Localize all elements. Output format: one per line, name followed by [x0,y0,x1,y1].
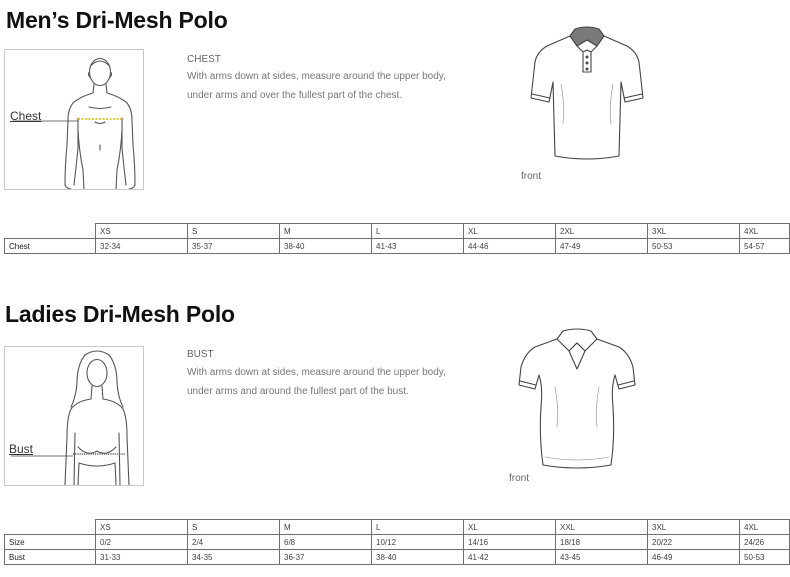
bust-instruction-line: With arms down at sides, measure around the upper body, [187,367,446,378]
table-cell: 6/8 [280,535,372,550]
chest-instruction-line: With arms down at sides, measure around the upper body, [187,71,446,82]
table-cell: 50-53 [648,239,740,254]
table-corner-cell [5,520,96,535]
table-cell: 10/12 [372,535,464,550]
size-header-cell: 3XL [648,520,740,535]
mens-polo-caption: front [521,171,542,182]
chest-figure-label: Chest [10,109,42,123]
table-row [5,550,790,565]
chest-instruction-line: under arms and over the fullest part of the chest. [187,90,403,101]
row-label-cell: Size [5,535,96,550]
table-header-row [5,520,790,535]
size-header-cell: 4XL [740,520,790,535]
ladies-polo-caption: front [509,473,530,484]
table-cell: 14/16 [464,535,556,550]
size-header-cell: XS [96,224,188,239]
row-label-cell: Bust [5,550,96,565]
size-header-cell: L [372,224,464,239]
bust-instruction-line: under arms and around the fullest part of the bust. [187,386,409,397]
bust-measure-heading: BUST [187,349,214,360]
table-cell: 34-35 [188,550,280,565]
table-cell: 35-37 [188,239,280,254]
table-cell: 24/26 [740,535,790,550]
bust-measure-instructions [187,363,477,401]
size-header-cell: L [372,520,464,535]
ladies-polo-shirt-icon [515,327,639,471]
size-header-cell: 4XL [740,224,790,239]
table-cell: 41-43 [372,239,464,254]
table-cell: 47-49 [556,239,648,254]
table-cell: 0/2 [96,535,188,550]
table-cell: 38-40 [280,239,372,254]
row-label-cell: Chest [5,239,96,254]
table-cell: 36-37 [280,550,372,565]
bust-figure-label: Bust [9,442,34,456]
ladies-section-title: Ladies Dri-Mesh Polo [5,301,235,327]
mens-polo-front-image [525,24,649,160]
female-silhouette-icon [5,347,143,485]
table-cell: 20/22 [648,535,740,550]
size-header-cell: XL [464,520,556,535]
ladies-size-table [4,519,790,565]
men-section-title: Men’s Dri-Mesh Polo [6,7,228,33]
table-cell: 43-45 [556,550,648,565]
table-cell: 2/4 [188,535,280,550]
size-header-cell: M [280,224,372,239]
ladies-polo-front-image [515,327,639,471]
size-header-cell: 2XL [556,224,648,239]
size-header-cell: XS [96,520,188,535]
table-cell: 18/18 [556,535,648,550]
table-cell: 38-40 [372,550,464,565]
table-cell: 44-46 [464,239,556,254]
table-corner-cell [5,224,96,239]
size-header-cell: S [188,224,280,239]
size-header-cell: 3XL [648,224,740,239]
table-cell: 32-34 [96,239,188,254]
table-cell: 31-33 [96,550,188,565]
size-header-cell: S [188,520,280,535]
size-header-cell: M [280,520,372,535]
table-header-row [5,224,790,239]
table-cell: 54-57 [740,239,790,254]
size-header-cell: XL [464,224,556,239]
table-cell: 50-53 [740,550,790,565]
size-header-cell: XXL [556,520,648,535]
ladies-body-figure [4,346,144,486]
table-cell: 41-42 [464,550,556,565]
table-cell: 46-49 [648,550,740,565]
table-row [5,535,790,550]
table-row [5,239,790,254]
chest-measure-instructions [187,67,477,105]
mens-size-table [4,223,790,254]
chest-measure-heading: CHEST [187,54,221,65]
mens-polo-shirt-icon [525,24,649,160]
